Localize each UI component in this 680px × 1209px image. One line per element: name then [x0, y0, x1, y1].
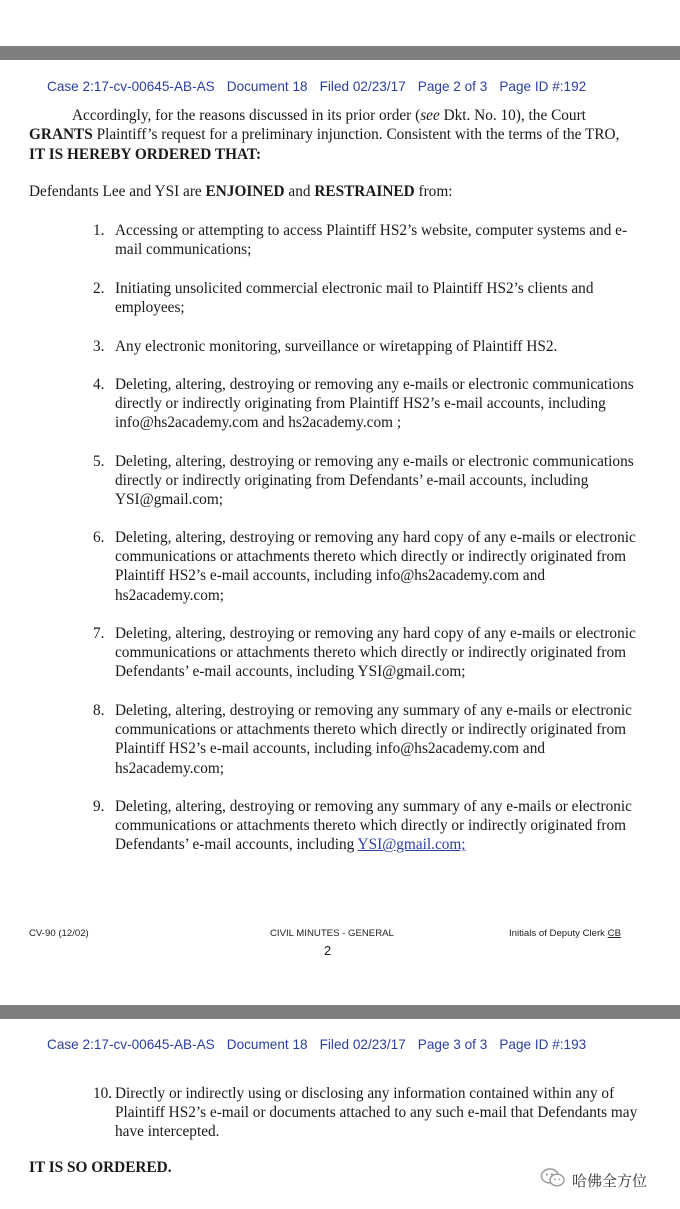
item-number: 2. — [93, 280, 105, 297]
enjoin-text-1: Defendants Lee and YSI are — [29, 183, 206, 200]
item-text: Deleting, altering, destroying or removing any hard copy of any e-mails or electronic communications or attachments thereto which directly or indirectly originated from Defendants’ e-mail accounts, including YSI@gmail.com; — [115, 625, 636, 681]
enjoin-text-3: from: — [414, 183, 453, 200]
page-count: Page 2 of 3 — [417, 79, 488, 94]
intro-text-1: Accordingly, for the reasons discussed in its prior order ( — [72, 107, 421, 124]
list-item — [93, 624, 643, 682]
item-text: Initiating unsolicited commercial electronic mail to Plaintiff HS2’s clients and employees; — [115, 280, 594, 317]
item-number: 6. — [93, 529, 105, 546]
page3-header — [47, 1037, 598, 1052]
list-item — [93, 528, 643, 605]
item-text: Accessing or attempting to access Plaintiff HS2’s website, computer systems and e-mail communications; — [115, 222, 628, 259]
footer-initials — [509, 928, 621, 939]
list-item — [93, 452, 643, 510]
page-id: Page ID #:193 — [499, 1037, 587, 1052]
page-separator-top — [0, 46, 680, 60]
intro-text-3: Plaintiff’s request for a preliminary injunction. Consistent with the terms of the TRO, — [92, 126, 620, 144]
watermark — [540, 1167, 647, 1193]
so-ordered: IT IS SO ORDERED. — [29, 1159, 172, 1176]
list-item — [93, 337, 643, 356]
list-item — [93, 1084, 643, 1142]
item-number: 1. — [93, 222, 105, 239]
document-number: Document 18 — [226, 79, 308, 94]
page2-header — [47, 79, 598, 94]
item-text: Deleting, altering, destroying or removing any summary of any e-mails or electronic communications or attachments thereto which directly or indirectly originated from Plaintiff HS2’s e-mail accounts, including info@hs2academy.com and hs2academy.com; — [115, 702, 632, 777]
list-item — [93, 797, 643, 855]
intro-ordered: IT IS HEREBY ORDERED THAT: — [29, 145, 262, 163]
enjoin-text-2: and — [284, 183, 315, 200]
intro-text-2: Dkt. No. 10), the Court — [439, 107, 586, 124]
watermark-text: 哈佛全方位 — [572, 1171, 648, 1190]
item-number: 9. — [93, 798, 105, 815]
intro-grants: GRANTS — [29, 126, 93, 144]
item-text: Deleting, altering, destroying or removing any e-mails or electronic communications directly or indirectly originating from Defendants’ e-mail accounts, including YSI@gmail.com; — [115, 453, 634, 509]
page-number: 2 — [324, 943, 332, 958]
item-number: 10. — [93, 1085, 113, 1102]
list-item — [93, 221, 643, 259]
document-number: Document 18 — [226, 1037, 308, 1052]
intro-see: see — [420, 107, 440, 124]
enjoin-enjoined: ENJOINED — [205, 183, 285, 200]
item-text-pre: Deleting, altering, destroying or removing any summary of any e-mails or electronic communications or attachments thereto which directly or indirectly originated from Defendants’ e-mail accounts, including — [115, 798, 632, 854]
page-id: Page ID #:192 — [499, 79, 587, 94]
item-text: Directly or indirectly using or disclosing any information contained within any of Plaintiff HS2’s e-mail or documents attached to any such e-mail that Defendants may have intercepted. — [115, 1085, 638, 1141]
item-text: Any electronic monitoring, surveillance or wiretapping of Plaintiff HS2. — [115, 338, 558, 355]
item-text: Deleting, altering, destroying or removing any e-mails or electronic communications directly or indirectly originating from Plaintiff HS2’s e-mail accounts, including info@hs2academy.com and hs2academy.com ; — [115, 376, 634, 432]
filed-date: Filed 02/23/17 — [319, 1037, 406, 1052]
list-item — [93, 279, 643, 317]
intro-paragraph — [29, 106, 629, 164]
initials-label: Initials of Deputy Clerk — [509, 928, 608, 939]
item-number: 7. — [93, 625, 105, 642]
list-item — [93, 701, 643, 778]
item-text — [115, 797, 643, 855]
wechat-icon — [540, 1167, 572, 1193]
page-count: Page 3 of 3 — [417, 1037, 488, 1052]
filed-date: Filed 02/23/17 — [319, 79, 406, 94]
page-separator — [0, 1005, 680, 1019]
item-text: Deleting, altering, destroying or removing any hard copy of any e-mails or electronic communications or attachments thereto which directly or indirectly originated from Plaintiff HS2’s e-mail accounts, including info@hs2academy.com and hs2academy.com; — [115, 529, 636, 604]
footer-minutes: CIVIL MINUTES - GENERAL — [270, 928, 394, 939]
enjoin-restrained: RESTRAINED — [314, 183, 415, 200]
list-item — [93, 375, 643, 433]
footer-form: CV-90 (12/02) — [29, 928, 89, 939]
enjoin-paragraph — [29, 182, 629, 201]
item-number: 5. — [93, 453, 105, 470]
item-number: 8. — [93, 702, 105, 719]
case-number: Case 2:17-cv-00645-AB-AS — [47, 1037, 215, 1052]
item-number: 4. — [93, 376, 105, 393]
email-link[interactable]: YSI@gmail.com; — [357, 836, 466, 854]
item-number: 3. — [93, 338, 105, 355]
case-number: Case 2:17-cv-00645-AB-AS — [47, 79, 215, 94]
initials-value: CB — [607, 928, 621, 939]
